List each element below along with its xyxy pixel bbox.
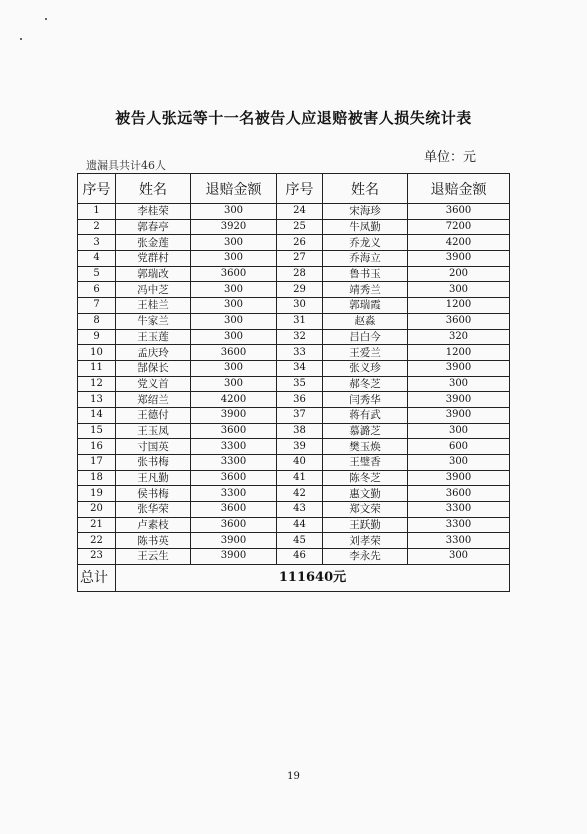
name-cell: 郭瑞改 — [116, 266, 191, 282]
seq-cell: 35 — [277, 376, 323, 392]
table-row — [78, 439, 510, 455]
scan-speck — [45, 18, 47, 20]
table-header-row — [78, 174, 510, 204]
name-cell: 孟庆玲 — [116, 345, 191, 361]
amount-cell: 3600 — [191, 423, 277, 439]
amount-cell: 300 — [191, 360, 277, 376]
unit-label: 单位：元 — [424, 150, 477, 165]
amount-cell: 200 — [408, 266, 510, 282]
amount-cell: 300 — [191, 313, 277, 329]
seq-cell: 36 — [277, 392, 323, 408]
amount-cell: 3300 — [191, 455, 277, 471]
amount-cell: 3600 — [191, 470, 277, 486]
seq-cell: 9 — [78, 329, 116, 345]
amount-cell: 3300 — [191, 439, 277, 455]
amount-cell: 3600 — [408, 204, 510, 220]
table-row — [78, 298, 510, 314]
table-row — [78, 345, 510, 361]
seq-cell: 30 — [277, 298, 323, 314]
name-cell: 郝冬芝 — [323, 376, 408, 392]
document-title: 被告人张远等十一名被告人应退赔被害人损失统计表 — [115, 109, 472, 127]
table-row — [78, 533, 510, 549]
name-cell: 鲁书玉 — [323, 266, 408, 282]
name-cell: 张书梅 — [116, 455, 191, 471]
handwritten-note: 遗漏具共计46人 — [86, 159, 166, 172]
table-row — [78, 486, 510, 502]
table-row — [78, 423, 510, 439]
amount-cell: 300 — [191, 282, 277, 298]
seq-cell: 16 — [78, 439, 116, 455]
table-row — [78, 219, 510, 235]
seq-cell: 10 — [78, 345, 116, 361]
seq-cell: 21 — [78, 517, 116, 533]
amount-cell: 3600 — [408, 313, 510, 329]
amount-cell: 3900 — [408, 407, 510, 423]
amount-cell: 300 — [191, 204, 277, 220]
seq-cell: 8 — [78, 313, 116, 329]
name-cell: 卢素枝 — [116, 517, 191, 533]
seq-cell: 26 — [277, 235, 323, 251]
seq-cell: 19 — [78, 486, 116, 502]
name-cell: 王璧香 — [323, 455, 408, 471]
seq-cell: 5 — [78, 266, 116, 282]
amount-cell: 300 — [408, 423, 510, 439]
table-row — [78, 329, 510, 345]
amount-cell: 3900 — [191, 549, 277, 565]
seq-cell: 43 — [277, 502, 323, 518]
table-row — [78, 549, 510, 565]
name-cell: 陈冬芝 — [323, 470, 408, 486]
seq-cell: 18 — [78, 470, 116, 486]
header-amount: 退赔金额 — [191, 174, 277, 204]
compensation-table — [77, 173, 510, 592]
name-cell: 慕潞芝 — [323, 423, 408, 439]
amount-cell: 3900 — [191, 533, 277, 549]
amount-cell: 4200 — [408, 235, 510, 251]
amount-cell: 3600 — [191, 345, 277, 361]
seq-cell: 38 — [277, 423, 323, 439]
name-cell: 樊玉焕 — [323, 439, 408, 455]
table-row — [78, 470, 510, 486]
name-cell: 靖秀兰 — [323, 282, 408, 298]
name-cell: 陈书英 — [116, 533, 191, 549]
amount-cell: 3900 — [408, 392, 510, 408]
amount-cell: 3920 — [191, 219, 277, 235]
table-row — [78, 392, 510, 408]
seq-cell: 33 — [277, 345, 323, 361]
name-cell: 寸国英 — [116, 439, 191, 455]
seq-cell: 3 — [78, 235, 116, 251]
name-cell: 党义首 — [116, 376, 191, 392]
seq-cell: 4 — [78, 251, 116, 267]
name-cell: 王爱兰 — [323, 345, 408, 361]
name-cell: 牛凤勤 — [323, 219, 408, 235]
amount-cell: 300 — [408, 282, 510, 298]
header-seq: 序号 — [277, 174, 323, 204]
name-cell: 赵淼 — [323, 313, 408, 329]
amount-cell: 3900 — [191, 407, 277, 423]
table-row — [78, 455, 510, 471]
seq-cell: 6 — [78, 282, 116, 298]
name-cell: 乔龙义 — [323, 235, 408, 251]
name-cell: 郭春亭 — [116, 219, 191, 235]
table-row — [78, 376, 510, 392]
amount-cell: 300 — [191, 298, 277, 314]
name-cell: 王凡勤 — [116, 470, 191, 486]
name-cell: 侯书梅 — [116, 486, 191, 502]
seq-cell: 46 — [277, 549, 323, 565]
amount-cell: 3300 — [408, 533, 510, 549]
amount-cell: 320 — [408, 329, 510, 345]
header-name: 姓名 — [323, 174, 408, 204]
name-cell: 王德付 — [116, 407, 191, 423]
table-row — [78, 266, 510, 282]
seq-cell: 24 — [277, 204, 323, 220]
amount-cell: 3300 — [191, 486, 277, 502]
seq-cell: 23 — [78, 549, 116, 565]
name-cell: 蒋有武 — [323, 407, 408, 423]
amount-cell: 3600 — [191, 266, 277, 282]
seq-cell: 29 — [277, 282, 323, 298]
seq-cell: 11 — [78, 360, 116, 376]
amount-cell: 3900 — [408, 470, 510, 486]
name-cell: 乔海立 — [323, 251, 408, 267]
amount-cell: 3900 — [408, 251, 510, 267]
seq-cell: 15 — [78, 423, 116, 439]
total-label: 总计 — [78, 564, 116, 591]
name-cell: 李桂荣 — [116, 204, 191, 220]
amount-cell: 600 — [408, 439, 510, 455]
amount-cell: 300 — [191, 329, 277, 345]
amount-cell: 3600 — [408, 486, 510, 502]
name-cell: 党群村 — [116, 251, 191, 267]
seq-cell: 27 — [277, 251, 323, 267]
name-cell: 王跃勤 — [323, 517, 408, 533]
amount-cell: 1200 — [408, 345, 510, 361]
name-cell: 郭瑞霞 — [323, 298, 408, 314]
seq-cell: 37 — [277, 407, 323, 423]
total-value: 111640元 — [116, 564, 510, 591]
name-cell: 牛家兰 — [116, 313, 191, 329]
amount-cell: 1200 — [408, 298, 510, 314]
seq-cell: 39 — [277, 439, 323, 455]
table-row — [78, 313, 510, 329]
seq-cell: 25 — [277, 219, 323, 235]
name-cell: 王云生 — [116, 549, 191, 565]
total-row — [78, 564, 510, 591]
table-row — [78, 251, 510, 267]
name-cell: 王桂兰 — [116, 298, 191, 314]
seq-cell: 20 — [78, 502, 116, 518]
table-row — [78, 204, 510, 220]
name-cell: 张华荣 — [116, 502, 191, 518]
amount-cell: 7200 — [408, 219, 510, 235]
seq-cell: 32 — [277, 329, 323, 345]
name-cell: 吕白今 — [323, 329, 408, 345]
seq-cell: 14 — [78, 407, 116, 423]
amount-cell: 3600 — [191, 517, 277, 533]
amount-cell: 300 — [408, 455, 510, 471]
name-cell: 惠文勤 — [323, 486, 408, 502]
header-name: 姓名 — [116, 174, 191, 204]
name-cell: 闫秀华 — [323, 392, 408, 408]
table-row — [78, 517, 510, 533]
seq-cell: 41 — [277, 470, 323, 486]
table-row — [78, 502, 510, 518]
seq-cell: 40 — [277, 455, 323, 471]
name-cell: 郜保长 — [116, 360, 191, 376]
amount-cell: 3300 — [408, 502, 510, 518]
name-cell: 张义珍 — [323, 360, 408, 376]
header-seq: 序号 — [78, 174, 116, 204]
name-cell: 王玉莲 — [116, 329, 191, 345]
amount-cell: 300 — [191, 376, 277, 392]
seq-cell: 28 — [277, 266, 323, 282]
amount-cell: 4200 — [191, 392, 277, 408]
table-row — [78, 360, 510, 376]
seq-cell: 17 — [78, 455, 116, 471]
seq-cell: 22 — [78, 533, 116, 549]
seq-cell: 13 — [78, 392, 116, 408]
seq-cell: 2 — [78, 219, 116, 235]
table-row — [78, 282, 510, 298]
seq-cell: 12 — [78, 376, 116, 392]
amount-cell: 300 — [191, 251, 277, 267]
amount-cell: 3300 — [408, 517, 510, 533]
table-row — [78, 235, 510, 251]
name-cell: 郑文荣 — [323, 502, 408, 518]
seq-cell: 31 — [277, 313, 323, 329]
seq-cell: 7 — [78, 298, 116, 314]
amount-cell: 3600 — [191, 502, 277, 518]
name-cell: 刘孝荣 — [323, 533, 408, 549]
name-cell: 宋海珍 — [323, 204, 408, 220]
name-cell: 冯中芝 — [116, 282, 191, 298]
scan-speck — [20, 38, 22, 40]
seq-cell: 44 — [277, 517, 323, 533]
header-amount: 退赔金额 — [408, 174, 510, 204]
name-cell: 王玉凤 — [116, 423, 191, 439]
page-number: 19 — [287, 771, 300, 782]
seq-cell: 34 — [277, 360, 323, 376]
amount-cell: 3900 — [408, 360, 510, 376]
seq-cell: 45 — [277, 533, 323, 549]
amount-cell: 300 — [408, 549, 510, 565]
table-row — [78, 407, 510, 423]
amount-cell: 300 — [191, 235, 277, 251]
name-cell: 张金莲 — [116, 235, 191, 251]
name-cell: 李永先 — [323, 549, 408, 565]
name-cell: 郑绍兰 — [116, 392, 191, 408]
seq-cell: 42 — [277, 486, 323, 502]
amount-cell: 300 — [408, 376, 510, 392]
seq-cell: 1 — [78, 204, 116, 220]
